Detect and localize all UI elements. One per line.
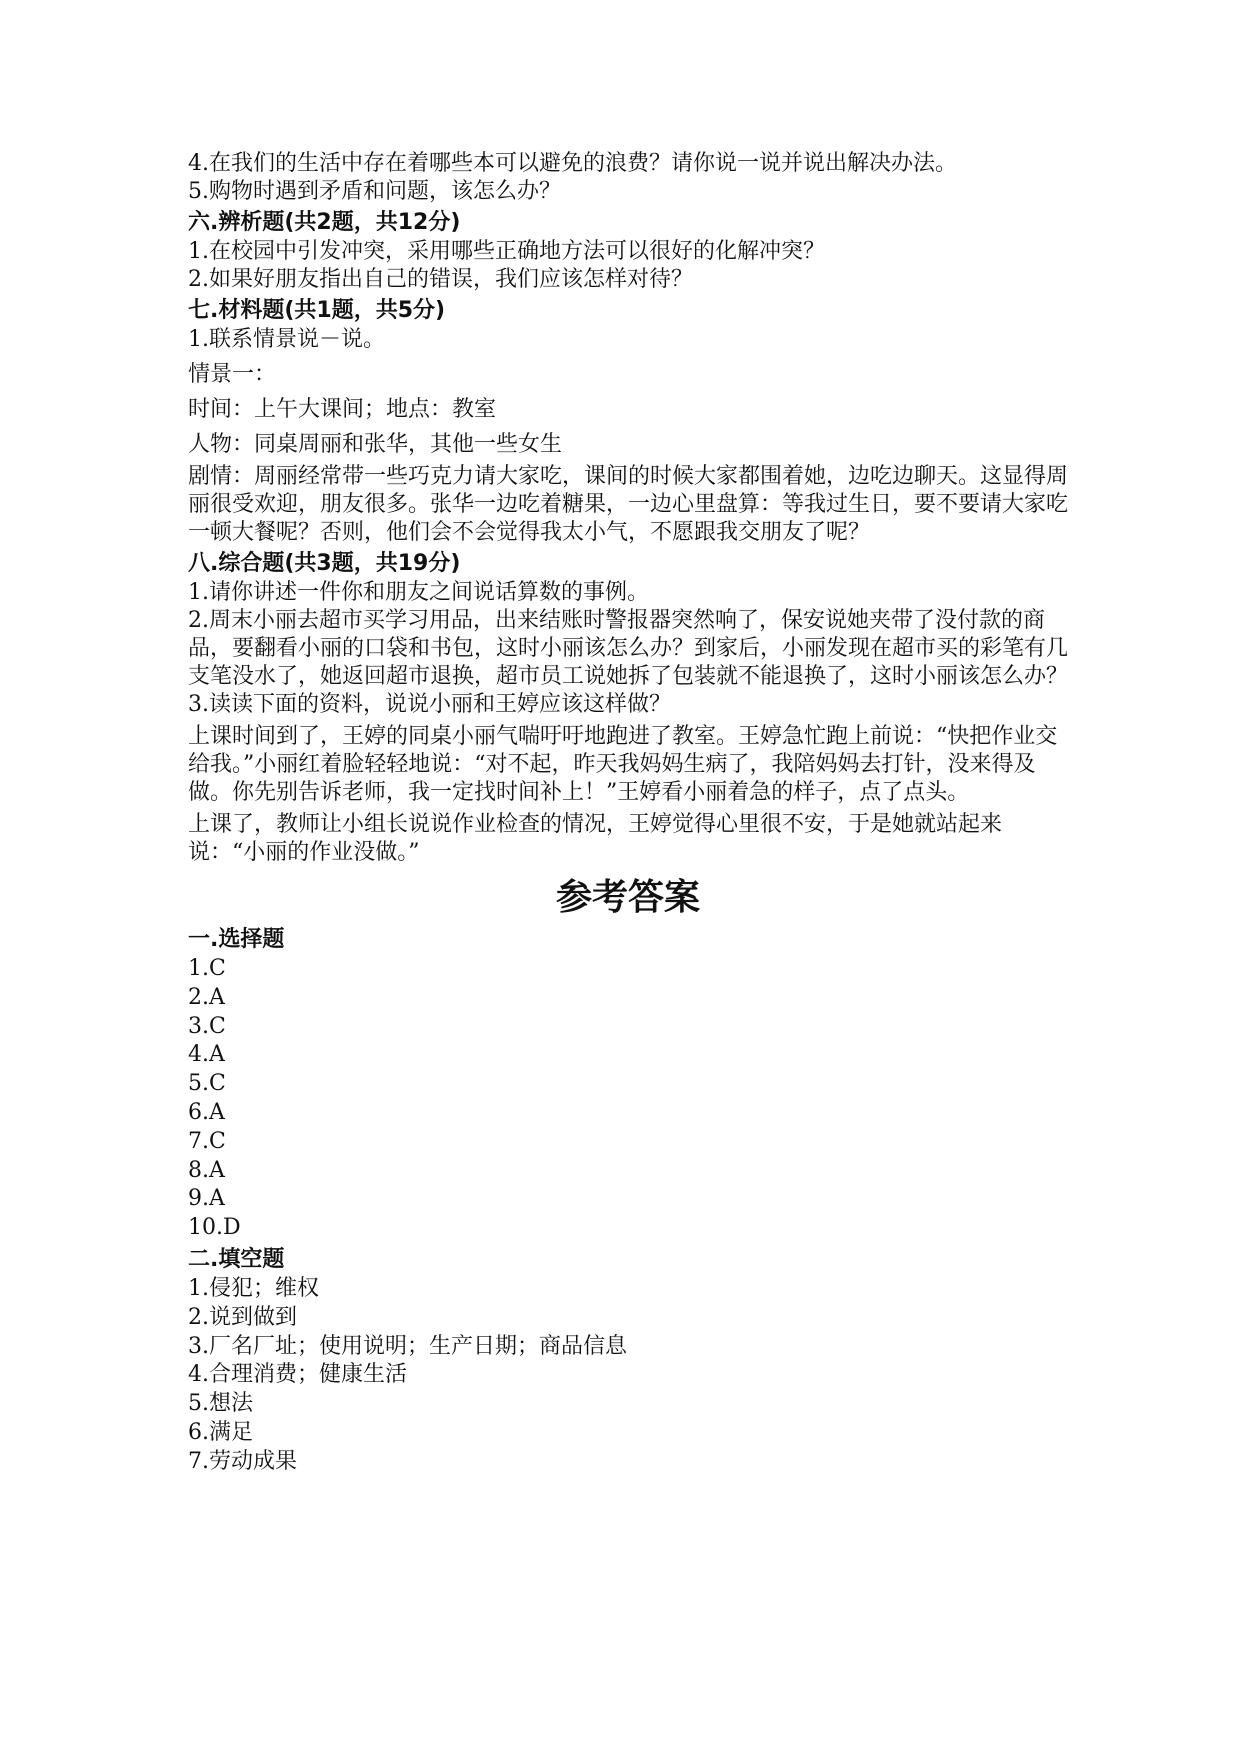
section-7-heading: 七.材料题(共1题，共5分) bbox=[188, 298, 446, 323]
answer-item: 9.A bbox=[188, 1186, 225, 1212]
section-6-heading: 六.辨析题(共2题，共12分) bbox=[188, 210, 461, 235]
question-7-1: 1.联系情景说－说。 bbox=[188, 327, 385, 352]
answer-item: 7.劳动成果 bbox=[188, 1448, 297, 1474]
answer-item: 4.合理消费；健康生活 bbox=[188, 1362, 407, 1388]
answer-item: 1.侵犯；维权 bbox=[188, 1275, 319, 1301]
document-page bbox=[188, 150, 1068, 1477]
answers-section-2-list bbox=[188, 1275, 1068, 1477]
question-5-5: 5.购物时遇到矛盾和问题，该怎么办？ bbox=[188, 179, 561, 204]
question-8-3: 3.读读下面的资料，说说小丽和王婷应该这样做？ bbox=[188, 692, 671, 717]
material-paragraph-1: 上课时间到了，王婷的同桌小丽气喘吁吁地跑进了教室。王婷急忙跑上前说：“快把作业交给我。”小丽红着脸轻轻地说：“对不起，昨天我妈妈生病了，我陪妈妈去打针，没来得及做。你先别告诉老师，我一定找时间补上！”王婷看小丽着急的样子，点了点头。 bbox=[188, 724, 1058, 805]
scene-plot: 剧情：周丽经常带一些巧克力请大家吃，课间的时候大家都围着她，边吃边聊天。这显得周丽很受欢迎，朋友很多。张华一边吃着糖果，一边心里盘算：等我过生日，要不要请大家吃一顿大餐呢？否则，他们会不会觉得我太小气，不愿跟我交朋友了呢？ bbox=[188, 464, 1069, 545]
question-8-2: 2.周末小丽去超市买学习用品，出来结账时警报器突然响了，保安说她夹带了没付款的商品，要翻看小丽的口袋和书包，这时小丽该怎么办？到家后，小丽发现在超市买的彩笔有几支笔没水了，她返回超市退换，超市员工说她拆了包装就不能退换了，这时小丽该怎么办？ bbox=[188, 608, 1069, 689]
answers-section-1-list bbox=[188, 955, 1068, 1243]
material-paragraph-2: 上课了，教师让小组长说说作业检查的情况，王婷觉得心里很不安，于是她就站起来说：“小丽的作业没做。” bbox=[188, 812, 1003, 865]
answer-item: 6.A bbox=[188, 1099, 225, 1125]
answer-item: 4.A bbox=[188, 1042, 225, 1068]
scene-time: 时间：上午大课间；地点：教室 bbox=[188, 397, 497, 422]
answer-item: 10.D bbox=[188, 1215, 241, 1241]
answer-item: 7.C bbox=[188, 1128, 226, 1154]
question-6-2: 2.如果好朋友指出自己的错误，我们应该怎样对待？ bbox=[188, 267, 693, 292]
answer-item: 3.厂名厂址；使用说明；生产日期；商品信息 bbox=[188, 1333, 627, 1359]
answer-item: 2.说到做到 bbox=[188, 1304, 297, 1330]
answer-item: 3.C bbox=[188, 1013, 226, 1039]
question-6-1: 1.在校园中引发冲突，采用哪些正确地方法可以很好的化解冲突？ bbox=[188, 239, 825, 264]
section-8-heading: 八.综合题(共3题，共19分) bbox=[188, 551, 461, 576]
question-5-4: 4.在我们的生活中存在着哪些本可以避免的浪费？请你说一说并说出解决办法。 bbox=[188, 151, 957, 176]
answers-section-2-heading: 二.填空题 bbox=[188, 1246, 285, 1272]
question-8-1: 1.请你讲述一件你和朋友之间说话算数的事例。 bbox=[188, 580, 649, 605]
answer-item: 6.满足 bbox=[188, 1419, 253, 1445]
answer-item: 1.C bbox=[188, 956, 226, 981]
answer-item: 5.C bbox=[188, 1071, 226, 1097]
answers-section-1-heading: 一.选择题 bbox=[188, 927, 285, 952]
answers-title: 参考答案 bbox=[555, 877, 700, 918]
answer-item: 2.A bbox=[188, 984, 225, 1010]
scene-label: 情景一： bbox=[188, 362, 277, 387]
scene-people: 人物：同桌周丽和张华，其他一些女生 bbox=[188, 432, 563, 457]
answer-item: 8.A bbox=[188, 1157, 225, 1183]
answer-item: 5.想法 bbox=[188, 1391, 253, 1417]
